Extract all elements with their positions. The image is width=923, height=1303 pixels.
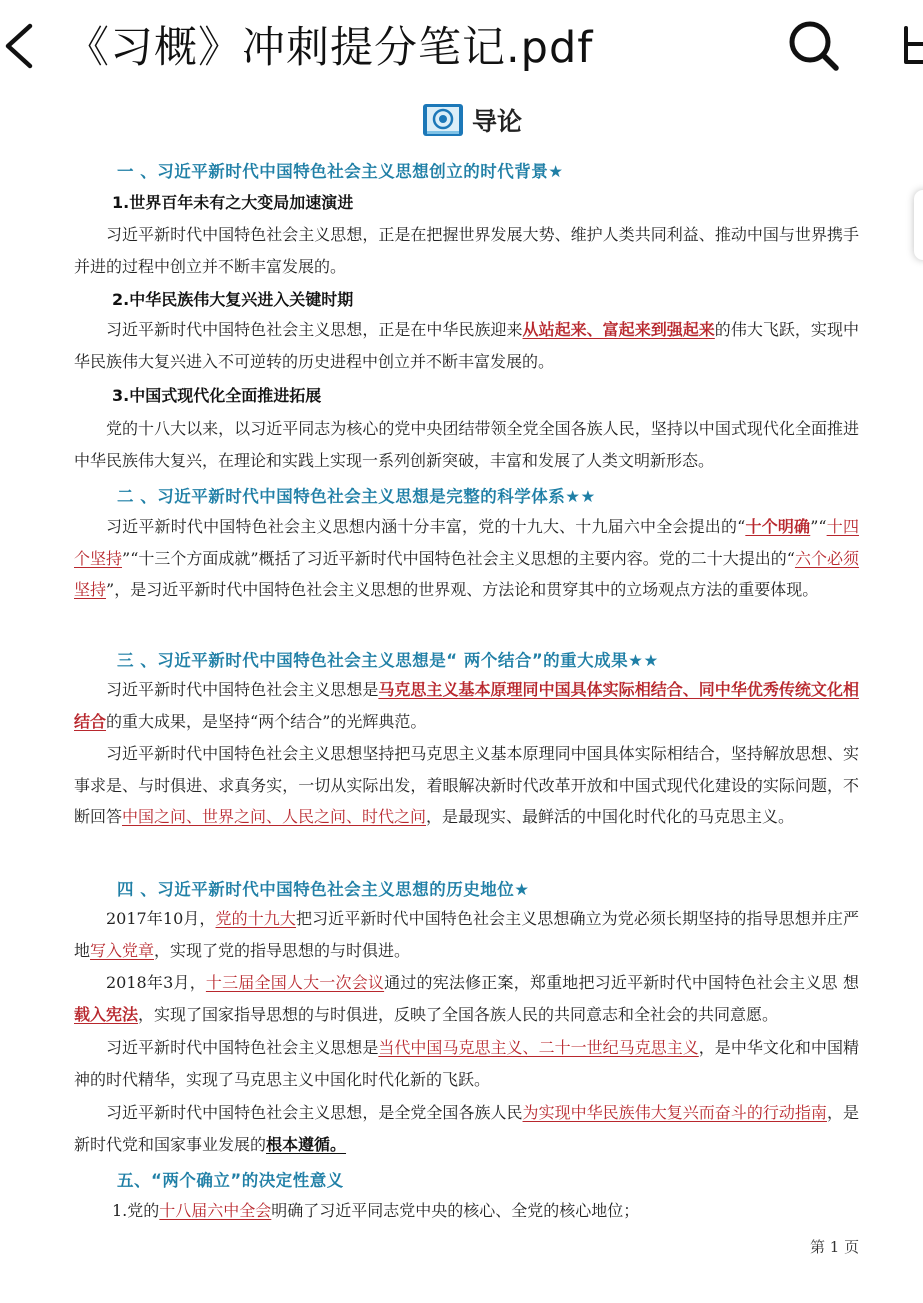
highlight-text: 中国之问、世界之问、人民之问、时代之问 <box>122 807 427 826</box>
highlight-text: 马克思主义基本原理同中国具体实际相结合、同中华优秀传统文化相结合 <box>74 680 859 731</box>
section-heading-5: 五、“两个确立”的决定性意义 <box>117 1171 344 1190</box>
paragraph-4-1: 2017年10月，党的十九大把习近平新时代中国特色社会主义思想确立为党必须长期坚持的指导思想并庄严地写入党章，实现了党的指导思想的与时俱进。 <box>74 909 859 960</box>
page-number: 第 1 页 <box>810 1238 860 1256</box>
highlight-text: 为实现中华民族伟大复兴而奋斗的行动指南 <box>522 1103 827 1122</box>
highlight-text: 十个明确 <box>745 517 811 536</box>
subheading-1-2: 2.中华民族伟大复兴进入关键时期 <box>112 290 354 309</box>
document-title: 《习概》冲刺提分笔记.pdf <box>66 23 594 73</box>
subheading-1-3: 3.中国式现代化全面推进拓展 <box>112 386 322 405</box>
paragraph-4-3: 习近平新时代中国特色社会主义思想是当代中国马克思主义、二十一世纪马克思主义，是中华文化和中国精神的时代精华，实现了马克思主义中国化时代化新的飞跃。 <box>74 1038 859 1089</box>
section-heading-3: 三 、习近平新时代中国特色社会主义思想是“ 两个结合”的重大成果★★ <box>117 651 659 670</box>
section-heading-4: 四 、习近平新时代中国特色社会主义思想的历史地位★ <box>117 880 530 899</box>
paragraph-1-2: 习近平新时代中国特色社会主义思想，正是在中华民族迎来从站起来、富起来到强起来的伟大飞跃，实现中华民族伟大复兴进入不可逆转的历史进程中创立并不断丰富发展的。 <box>74 320 859 371</box>
highlight-text: 十三届全国人大一次会议 <box>205 973 385 992</box>
paragraph-2-1: 习近平新时代中国特色社会主义思想内涵十分丰富，党的十九大、十九届六中全会提出的“十个明确”“十四个坚持”“十三个方面成就”概括了习近平新时代中国特色社会主义思想的主要内容。党的二十大提出的“六个必须坚持”，是习近平新时代中国特色社会主义思想的世界观、方法论和贯穿其中的立场观点方法的重要体现。 <box>74 517 859 599</box>
top-bar <box>0 0 923 95</box>
back-arrow-icon[interactable] <box>0 22 44 70</box>
search-icon[interactable] <box>786 18 842 74</box>
highlight-text: 六个必须坚持 <box>74 548 859 599</box>
list-item: 1.党的十八届六中全会明确了习近平同志党中央的核心、全党的核心地位； <box>112 1201 640 1220</box>
highlight-text: 十八届六中全会 <box>159 1201 272 1220</box>
side-handle[interactable] <box>914 190 923 260</box>
chapter-heading <box>422 100 522 140</box>
chapter-title: 导论 <box>472 107 523 136</box>
paragraph-4-4: 习近平新时代中国特色社会主义思想，是全党全国各族人民为实现中华民族伟大复兴而奋斗的行动指南，是新时代党和国家事业发展的根本遵循。 <box>74 1103 859 1154</box>
emphasis-text: 根本遵循。 <box>266 1134 347 1154</box>
section-heading-2: 二 、习近平新时代中国特色社会主义思想是完整的科学体系★★ <box>117 487 596 506</box>
chapter-logo-icon <box>422 103 464 137</box>
more-options-icon[interactable] <box>898 22 923 70</box>
paragraph-3-1: 习近平新时代中国特色社会主义思想是马克思主义基本原理同中国具体实际相结合、同中华优秀传统文化相结合的重大成果，是坚持“两个结合”的光辉典范。 <box>74 680 859 731</box>
highlight-text: 载入宪法 <box>74 1004 139 1024</box>
highlight-text: 党的十九大 <box>215 909 296 928</box>
paragraph-1-1: 习近平新时代中国特色社会主义思想，正是在把握世界发展大势、维护人类共同利益、推动中国与世界携手并进的过程中创立并不断丰富发展的。 <box>74 225 859 276</box>
section-heading-1: 一 、习近平新时代中国特色社会主义思想创立的时代背景★ <box>117 162 564 181</box>
highlight-text: 当代中国马克思主义、二十一世纪马克思主义 <box>378 1038 699 1057</box>
highlight-text: 写入党章 <box>90 940 155 960</box>
paragraph-1-3: 党的十八大以来，以习近平同志为核心的党中央团结带领全党全国各族人民，坚持以中国式现代化全面推进中华民族伟大复兴，在理论和实践上实现一系列创新突破，丰富和发展了人类文明新形态。 <box>74 419 859 470</box>
subheading-1-1: 1.世界百年未有之大变局加速演进 <box>112 193 354 212</box>
paragraph-3-2: 习近平新时代中国特色社会主义思想坚持把马克思主义基本原理同中国具体实际相结合，坚持解放思想、实事求是、与时俱进、求真务实，一切从实际出发，着眼解决新时代改革开放和中国式现代化建设的实际问题，不断回答中国之问、世界之问、人民之问、时代之问，是最现实、最鲜活的中国化时代化的马克思主义。 <box>74 744 859 826</box>
highlight-text: 从站起来、富起来到强起来 <box>522 320 715 339</box>
highlight-text: 十四个坚持 <box>74 517 859 568</box>
paragraph-4-2: 2018年3月，十三届全国人大一次会议通过的宪法修正案，郑重地把习近平新时代中国特色社会主义思 想载入宪法，实现了国家指导思想的与时俱进，反映了全国各族人民的共同意志和全社会的共同意愿。 <box>74 973 859 1024</box>
